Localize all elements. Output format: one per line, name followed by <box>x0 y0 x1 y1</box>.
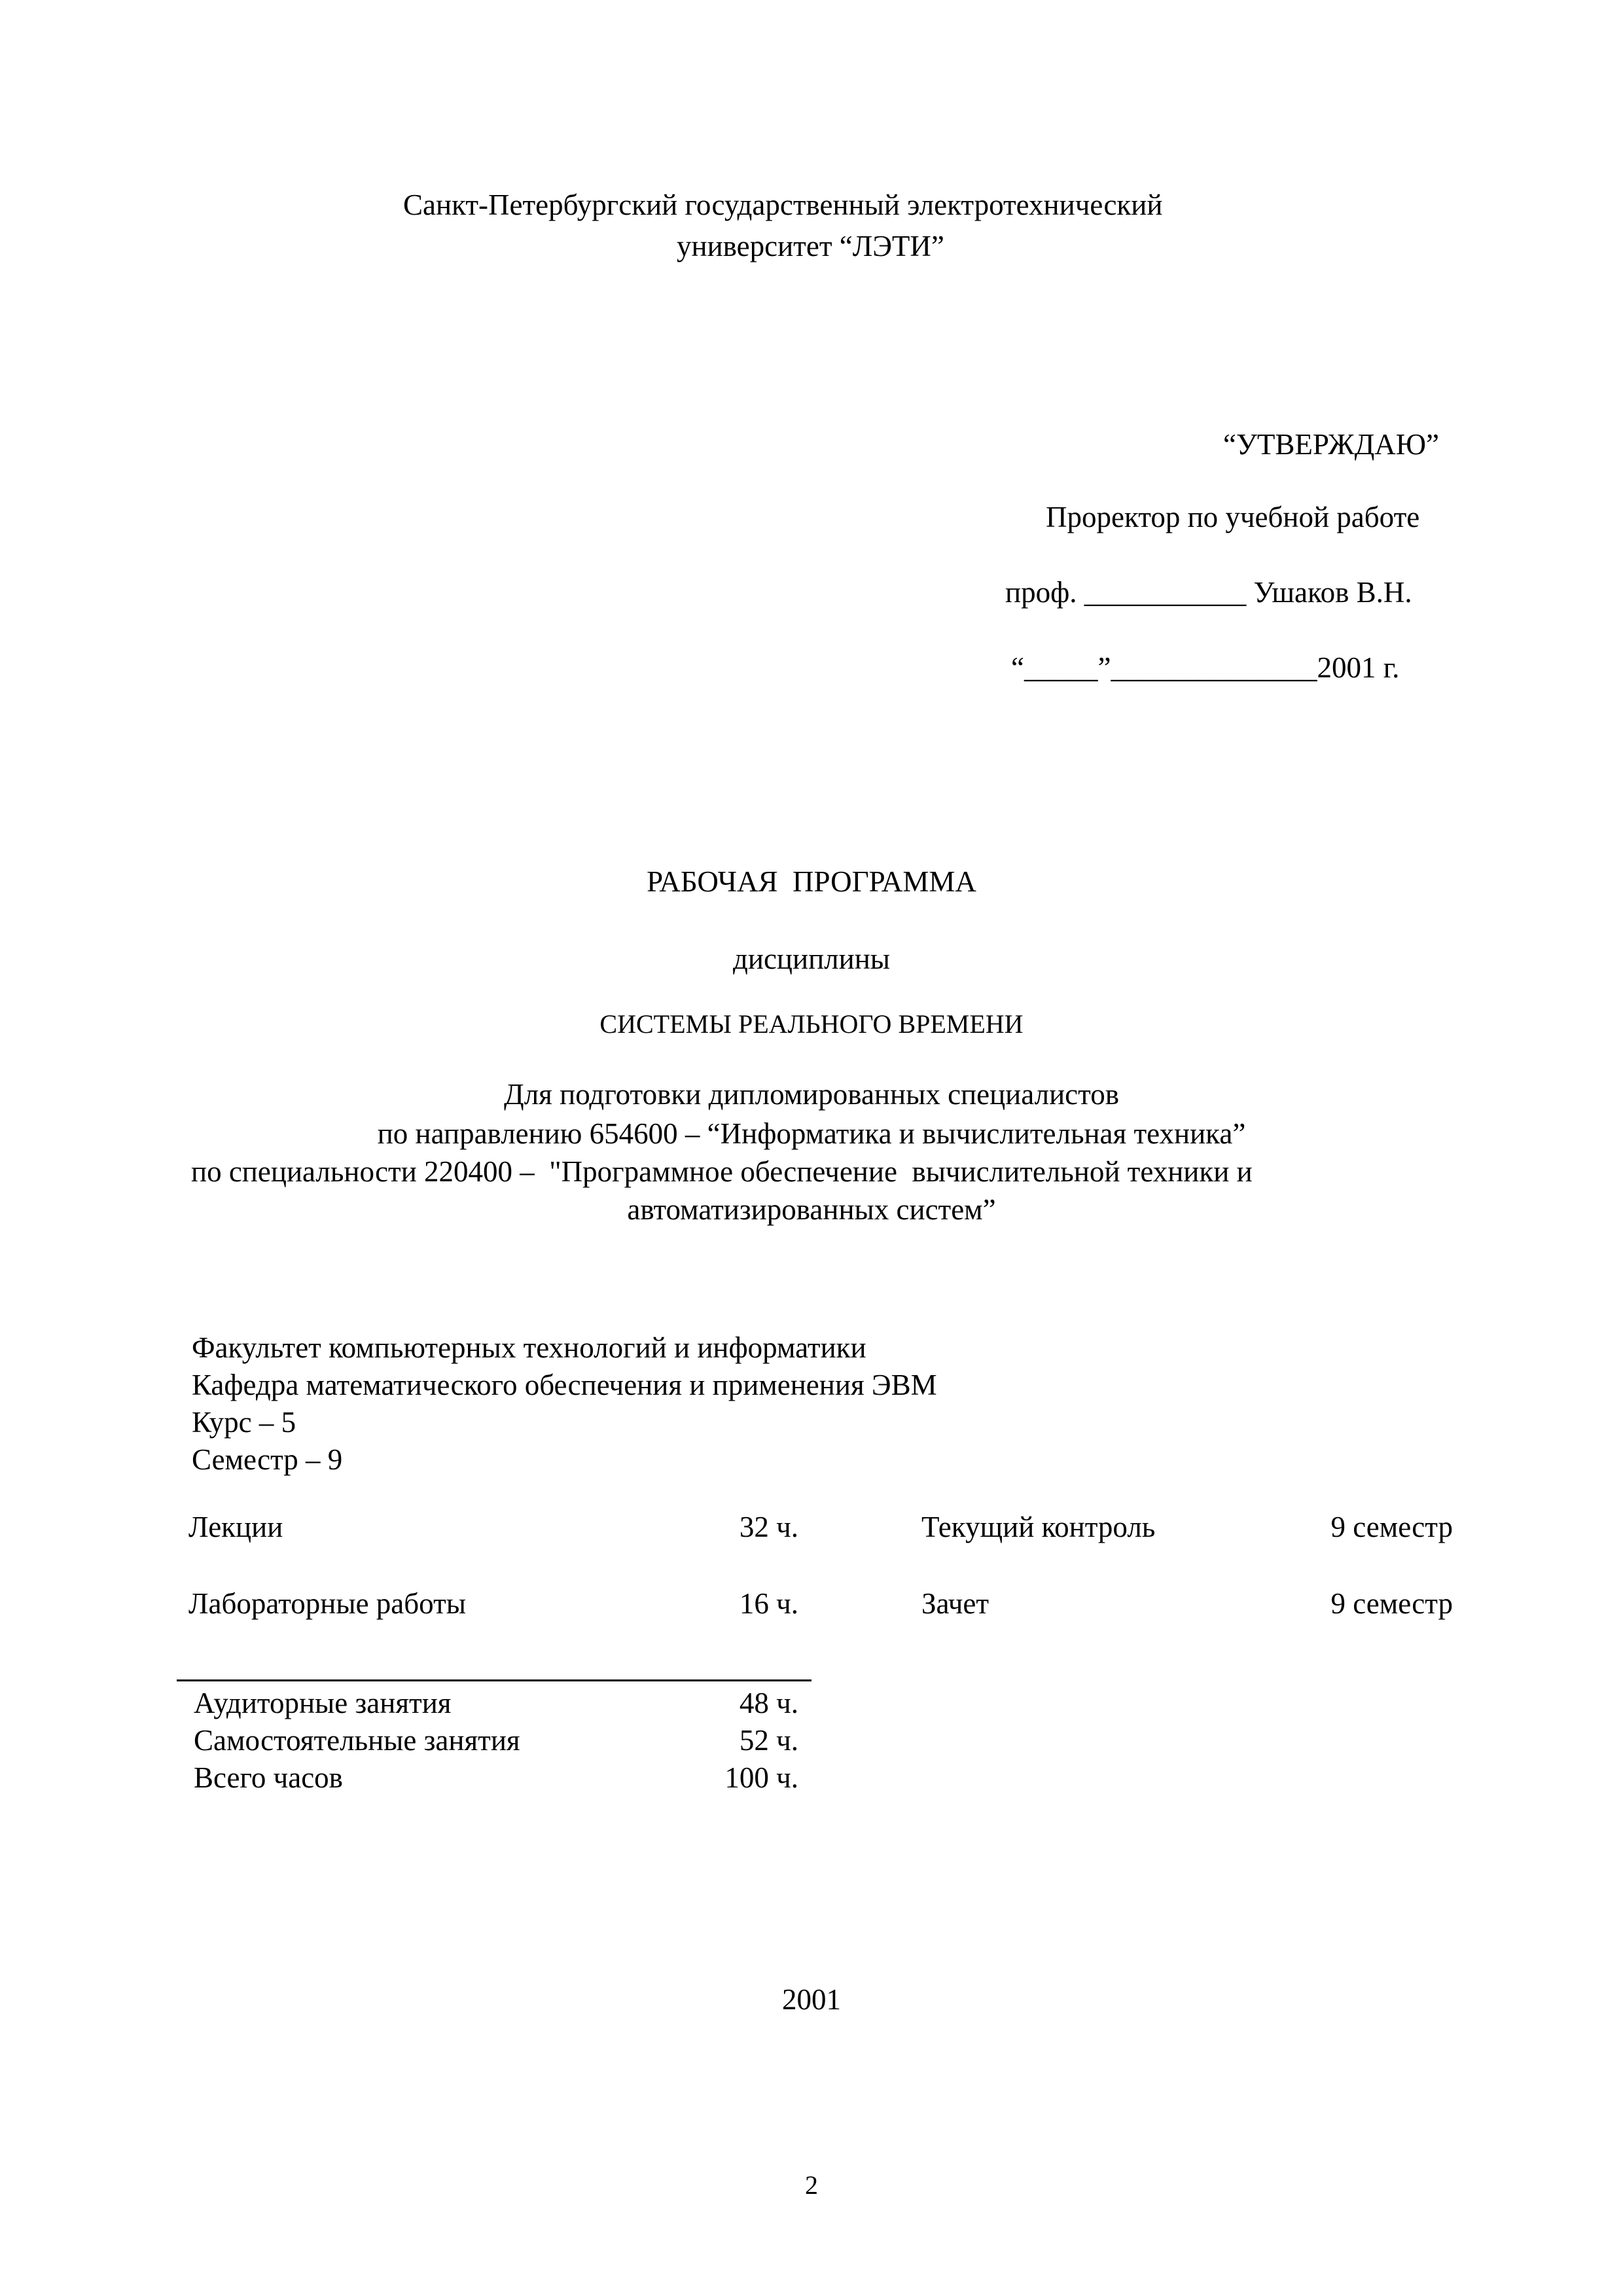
totals-label: Самостоятельные занятия <box>194 1724 520 1757</box>
document-year: 2001 <box>782 1983 841 2016</box>
hours-value: 32 ч. <box>739 1511 798 1543</box>
course-info: Курс – 5 <box>192 1406 296 1439</box>
purpose-line-3: по специальности 220400 – "Программное обеспечение вычислительной техники и <box>191 1155 1253 1188</box>
control-label: Текущий контроль <box>921 1511 1156 1543</box>
semester-info: Семестр – 9 <box>192 1443 343 1476</box>
approval-title: “УТВЕРЖДАЮ” <box>1223 428 1440 461</box>
purpose-line-2: по направлению 654600 – “Информатика и вычислительная техника” <box>377 1117 1246 1150</box>
totals-value: 48 ч. <box>739 1687 798 1719</box>
approval-date-line: “_____”______________2001 г. <box>1011 651 1400 684</box>
hours-value: 16 ч. <box>739 1587 798 1620</box>
department-name: Кафедра математического обеспечения и применения ЭВМ <box>192 1369 937 1401</box>
totals-label: Аудиторные занятия <box>194 1687 452 1719</box>
purpose-line-4: автоматизированных систем” <box>627 1193 996 1226</box>
control-value: 9 семестр <box>1330 1511 1453 1543</box>
control-label: Зачет <box>921 1587 989 1620</box>
totals-divider <box>177 1679 812 1681</box>
totals-label: Всего часов <box>194 1761 343 1794</box>
university-name-line1: Санкт-Петербургский государственный электротехнический <box>403 188 1163 221</box>
faculty-name: Факультет компьютерных технологий и информатики <box>192 1331 866 1364</box>
approval-position: Проректор по учебной работе <box>1046 501 1420 533</box>
discipline-name: СИСТЕМЫ РЕАЛЬНОГО ВРЕМЕНИ <box>599 1009 1024 1039</box>
hours-label: Лекции <box>188 1511 283 1543</box>
university-name-line2: университет “ЛЭТИ” <box>677 230 944 262</box>
totals-value: 52 ч. <box>739 1724 798 1757</box>
purpose-line-1: Для подготовки дипломированных специалистов <box>504 1078 1119 1111</box>
page-number: 2 <box>805 2170 818 2200</box>
hours-label: Лабораторные работы <box>188 1587 466 1620</box>
totals-value: 100 ч. <box>724 1761 798 1794</box>
program-title: РАБОЧАЯ ПРОГРАММА <box>647 865 976 898</box>
approval-signatory: проф. ___________ Ушаков В.Н. <box>1005 576 1412 609</box>
control-value: 9 семестр <box>1330 1587 1453 1620</box>
program-subtitle: дисциплины <box>732 942 891 975</box>
